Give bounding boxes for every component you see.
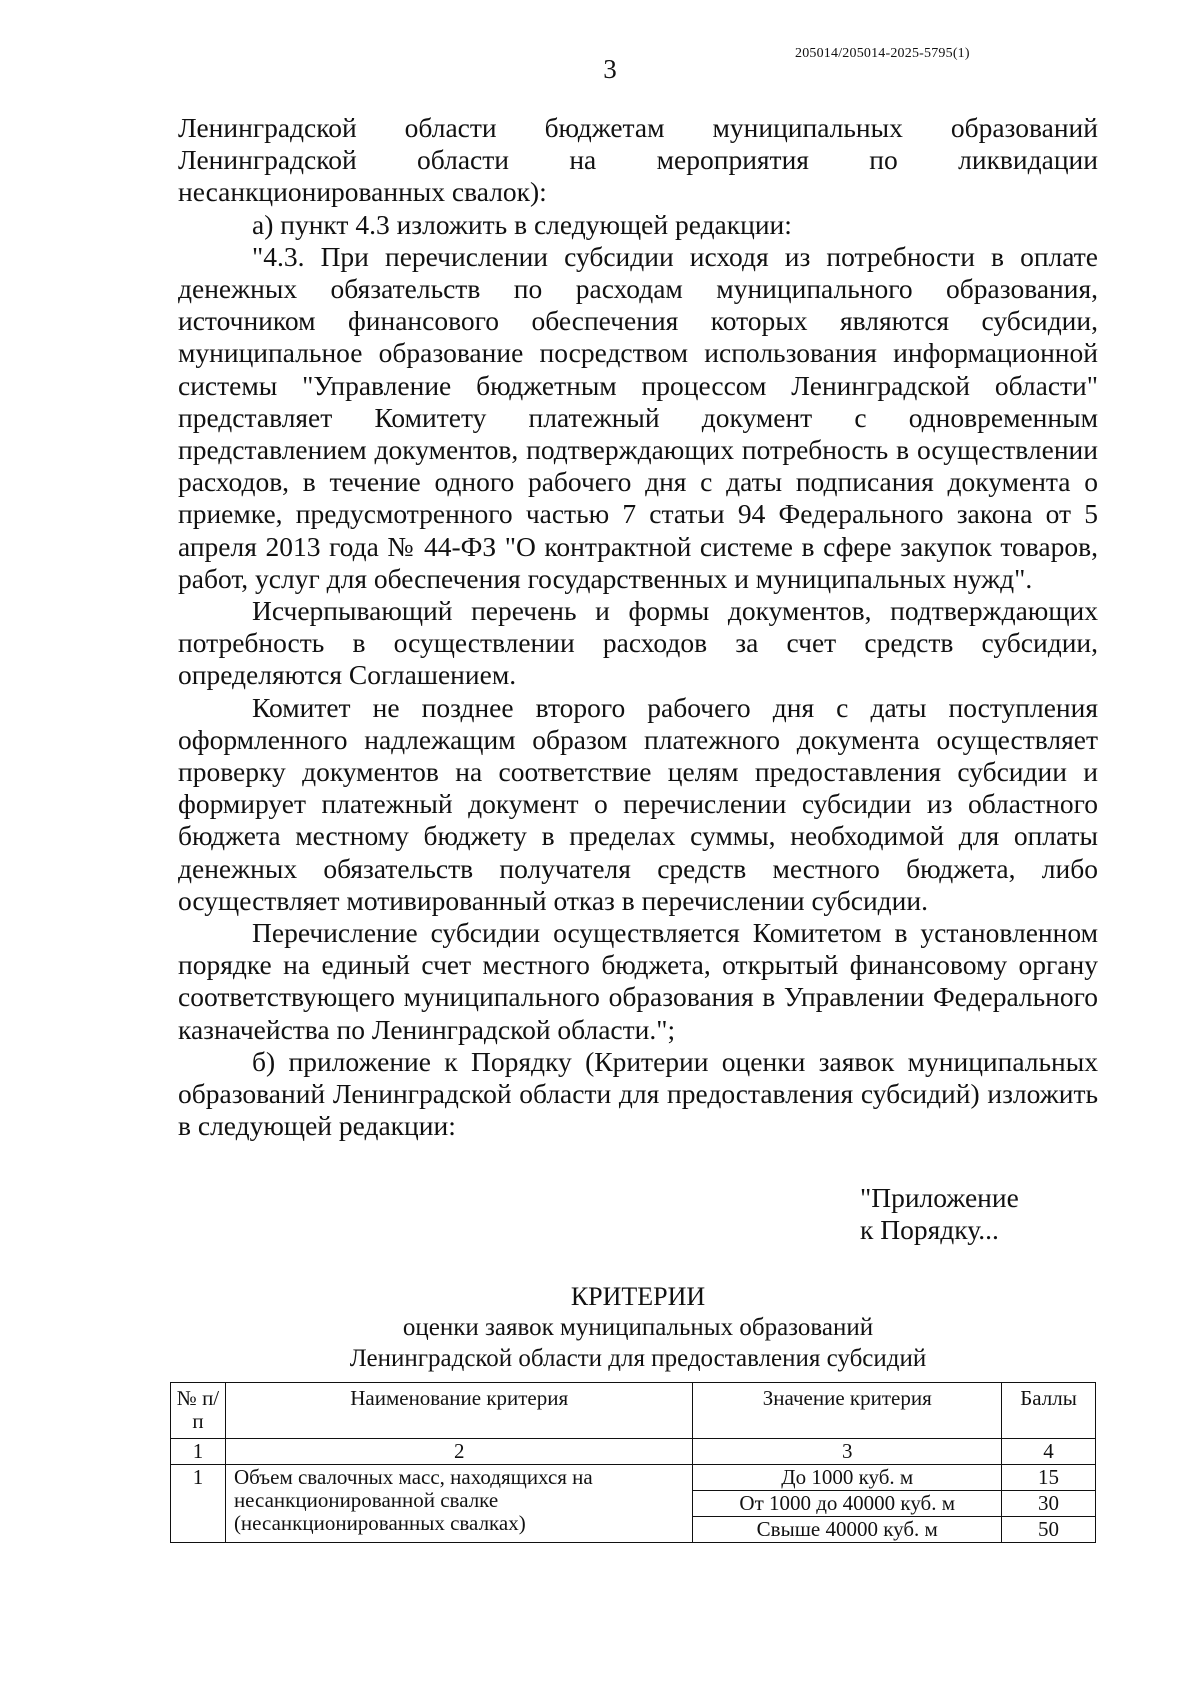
row-value: До 1000 куб. м [693,1465,1002,1491]
criteria-subtitle-2: Ленинградской области для предоставления субсидий [349,1345,927,1372]
appendix-line-2: к Порядку... [860,1214,999,1245]
row-criterion-name: Объем свалочных масс, находящихся на несанкционированной свалке (несанкционированных свалках) [225,1465,693,1543]
row-value: Свыше 40000 куб. м [693,1517,1002,1543]
paragraph-continuation: Ленинградской области бюджетам муниципальных образований Ленинградской области на мероприятия по ликвидации несанкционированных свалок): [178,112,1098,208]
criteria-table [170,1382,1096,1543]
page-number: 3 [603,54,617,84]
row-points: 50 [1002,1517,1096,1543]
criteria-title: КРИТЕРИИ [570,1282,706,1311]
paragraph-documents-list: Исчерпывающий перечень и формы документов, подтверждающих потребность в осуществлении расходов за счет средств субсидии, определяются Соглашением. [178,595,1098,691]
row-num: 1 [171,1465,226,1543]
criteria-heading [178,1281,1098,1374]
header-points: Баллы [1002,1383,1096,1439]
table-header-row [171,1383,1096,1439]
row-points: 15 [1002,1465,1096,1491]
row-value: От 1000 до 40000 куб. м [693,1491,1002,1517]
header-value: Значение критерия [693,1383,1002,1439]
paragraph-item-a: а) пункт 4.3 изложить в следующей редакции: [252,208,792,240]
document-id: 205014/205014-2025-5795(1) [795,46,970,61]
criteria-subtitle-1: оценки заявок муниципальных образований [402,1314,874,1341]
row-points: 30 [1002,1491,1096,1517]
column-number: 1 [171,1439,226,1465]
header-name: Наименование критерия [225,1383,693,1439]
column-number: 3 [693,1439,1002,1465]
paragraph-clause-4-3: "4.3. При перечислении субсидии исходя из потребности в оплате денежных обязательств по расходам муниципального образования, источником финансового обеспечения которых являются субсидии, муниципальное образование посредством использования информационной системы "Управление бюджетным процессом Ленинградской области" представляет Комитету платежный документ с одновременным представлением документов, подтверждающих потребность в осуществлении расходов, в течение одного рабочего дня с даты подписания документа о приемке, предусмотренного частью 7 статьи 94 Федерального закона от 5 апреля 2013 года № 44-ФЗ "О контрактной системе в сфере закупок товаров, работ, услуг для обеспечения государственных и муниципальных нужд". [178,240,1098,594]
column-number: 2 [225,1439,693,1465]
document-body [178,112,1098,1143]
appendix-reference [860,1182,1019,1246]
paragraph-item-b: б) приложение к Порядку (Критерии оценки заявок муниципальных образований Ленинградской области для предоставления субсидий) изложить в следующей редакции: [178,1045,1098,1142]
header-num: № п/п [171,1383,226,1439]
paragraph-transfer: Перечисление субсидии осуществляется Комитетом в установленном порядке на единый счет местного бюджета, открытый финансовому органу соответствующего муниципального образования в Управлении Федерального казначейства по Ленинградской области."; [178,917,1098,1045]
appendix-line-1: "Приложение [860,1182,1019,1213]
table-row [171,1465,1096,1491]
column-number: 4 [1002,1439,1096,1465]
paragraph-committee-check: Комитет не позднее второго рабочего дня с даты поступления оформленного надлежащим образом платежного документа осуществляет проверку документов на соответствие целям предоставления субсидии и формирует платежный документ о перечислении субсидии из областного бюджета местному бюджету в пределах суммы, необходимой для оплаты денежных обязательств получателя средств местного бюджета, либо осуществляет мотивированный отказ в перечислении субсидии. [178,691,1098,916]
table-column-numbers-row [171,1439,1096,1465]
